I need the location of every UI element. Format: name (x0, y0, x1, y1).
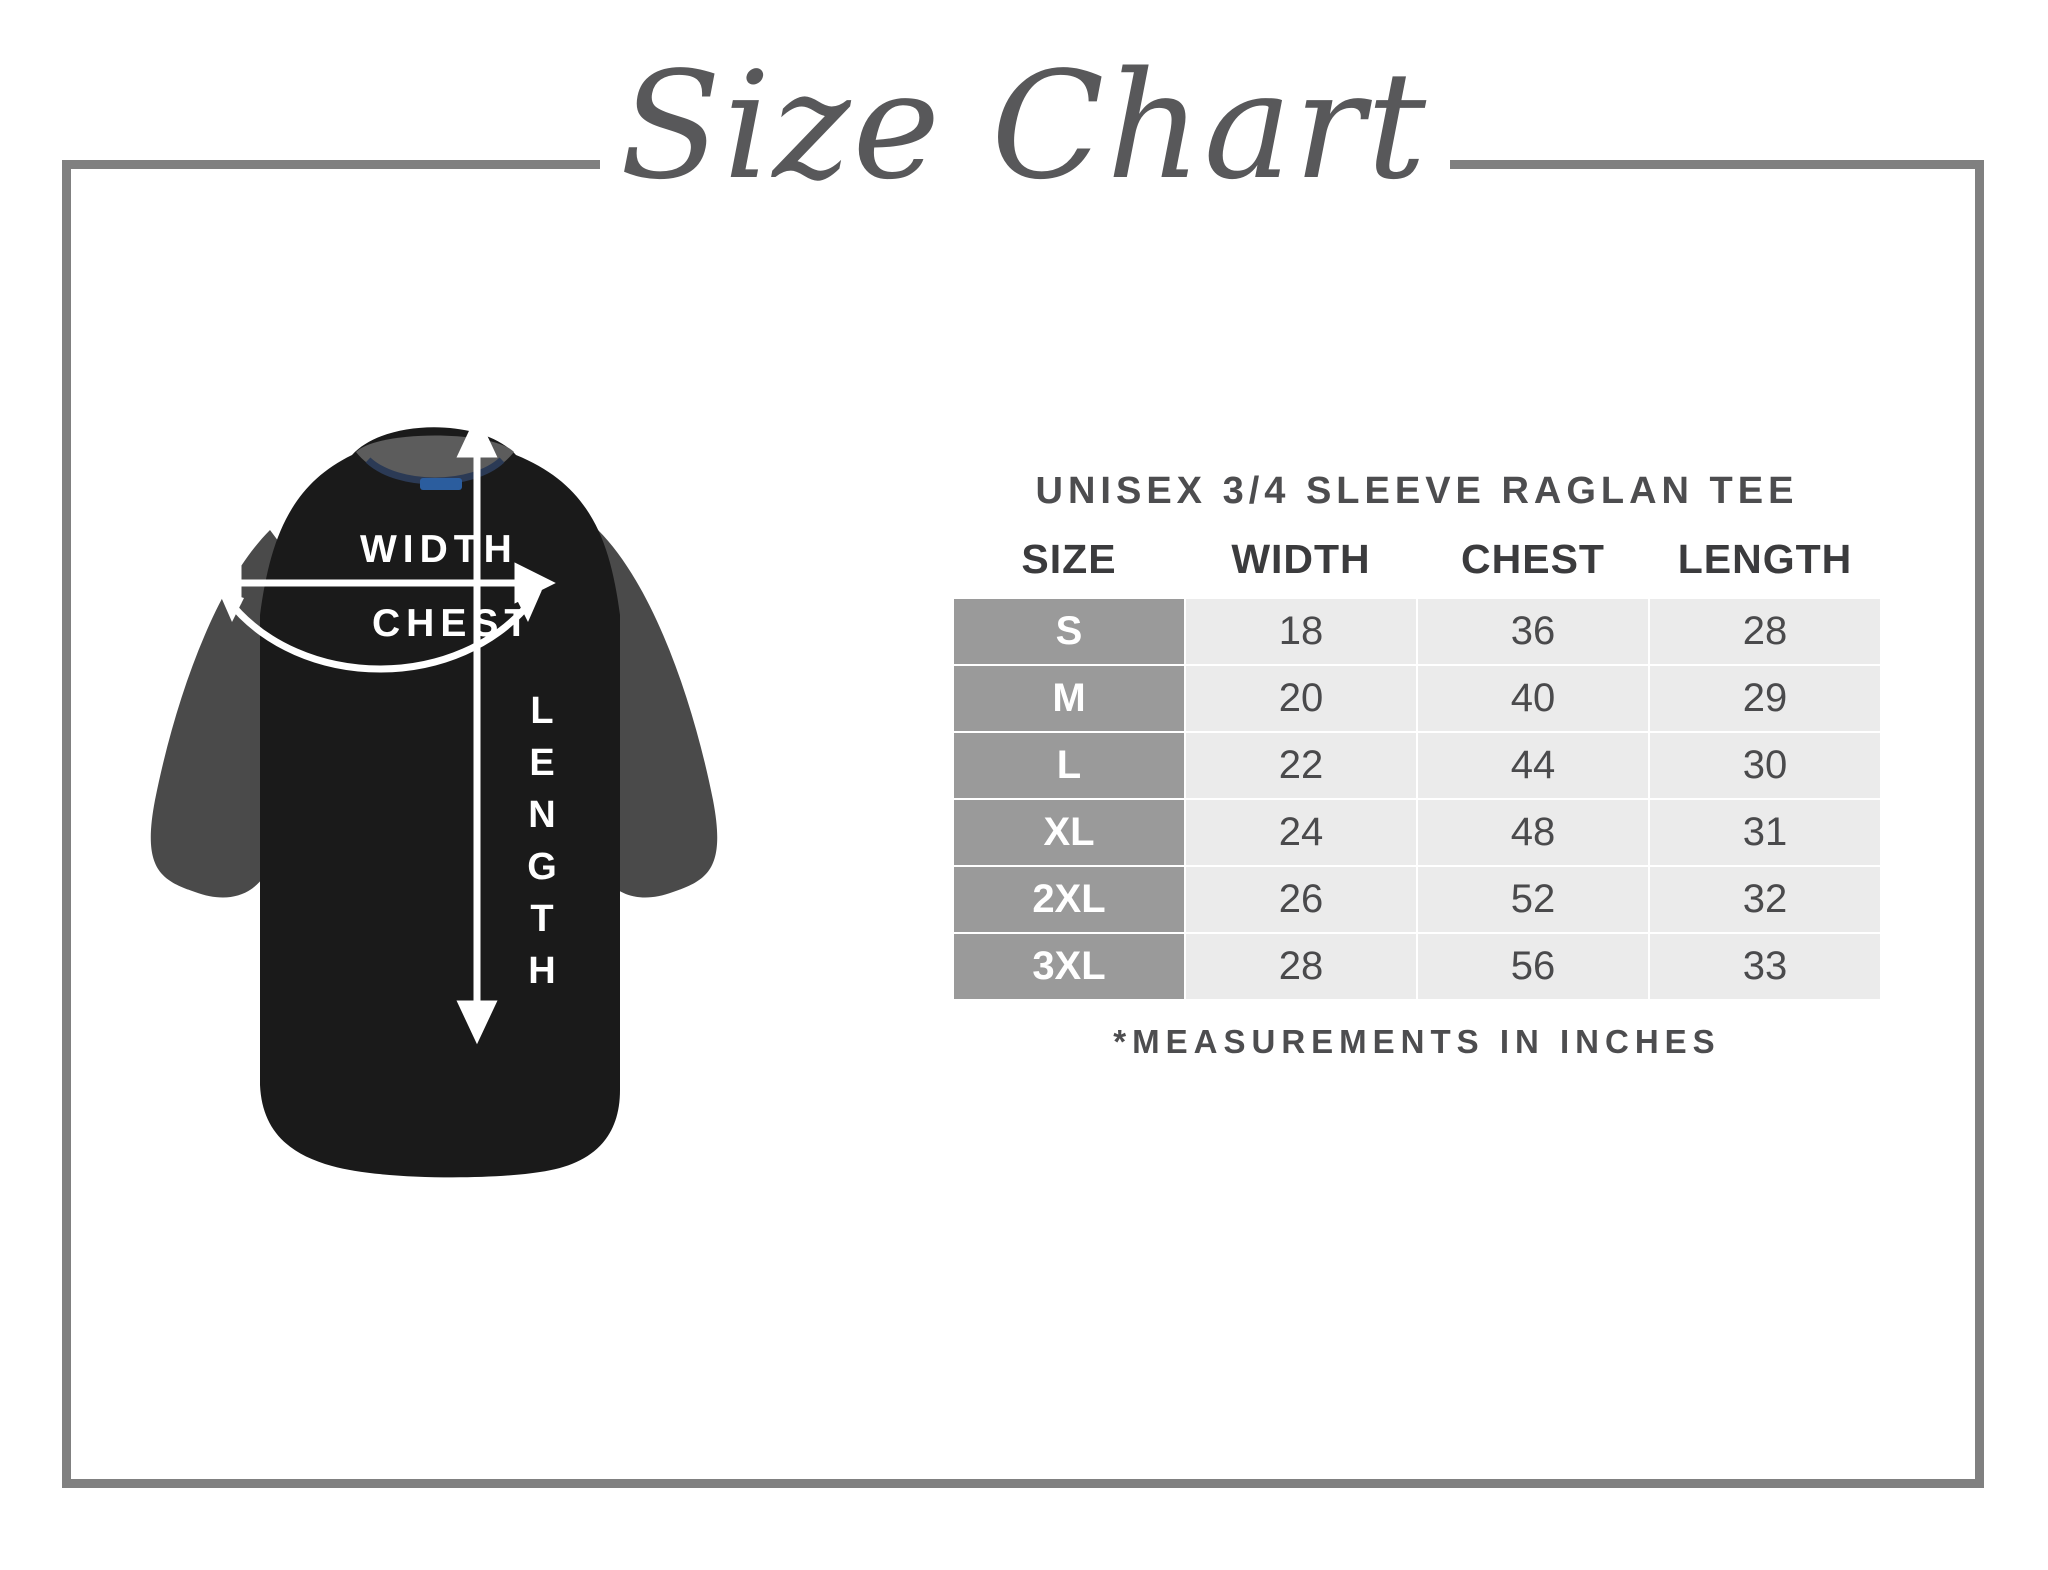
table-row (953, 598, 1881, 665)
cell-chest: 56 (1417, 933, 1649, 1000)
cell-length: 31 (1649, 799, 1881, 866)
cell-chest: 44 (1417, 732, 1649, 799)
table-row (953, 799, 1881, 866)
cell-size: 3XL (953, 933, 1185, 1000)
table-header-row (953, 535, 1881, 598)
column-header-length: LENGTH (1649, 535, 1881, 598)
cell-length: 29 (1649, 665, 1881, 732)
cell-size: S (953, 598, 1185, 665)
cell-chest: 40 (1417, 665, 1649, 732)
cell-width: 28 (1185, 933, 1417, 1000)
shirt-illustration (120, 400, 860, 1320)
column-header-size: SIZE (953, 535, 1185, 598)
table-heading: UNISEX 3/4 SLEEVE RAGLAN TEE (1035, 470, 1799, 512)
size-table (952, 535, 1882, 1001)
cell-width: 22 (1185, 732, 1417, 799)
table-row (953, 933, 1881, 1000)
table-row (953, 732, 1881, 799)
size-table-block (952, 470, 1882, 1061)
cell-chest: 36 (1417, 598, 1649, 665)
cell-length: 33 (1649, 933, 1881, 1000)
chest-label: CHEST (372, 602, 535, 645)
cell-chest: 52 (1417, 866, 1649, 933)
width-label: WIDTH (360, 528, 518, 571)
cell-length: 32 (1649, 866, 1881, 933)
page-title-wrap (0, 40, 2048, 212)
neck-tag (420, 478, 462, 490)
cell-width: 20 (1185, 665, 1417, 732)
length-label: LENGTH (521, 690, 563, 1002)
table-row (953, 665, 1881, 732)
cell-size: 2XL (953, 866, 1185, 933)
measurement-note: *MEASUREMENTS IN INCHES (1113, 1023, 1721, 1060)
cell-size: XL (953, 799, 1185, 866)
cell-chest: 48 (1417, 799, 1649, 866)
cell-size: L (953, 732, 1185, 799)
cell-width: 24 (1185, 799, 1417, 866)
page-title: Size Chart (619, 40, 1429, 212)
cell-length: 30 (1649, 732, 1881, 799)
cell-size: M (953, 665, 1185, 732)
cell-width: 26 (1185, 866, 1417, 933)
cell-length: 28 (1649, 598, 1881, 665)
column-header-chest: CHEST (1417, 535, 1649, 598)
cell-width: 18 (1185, 598, 1417, 665)
column-header-width: WIDTH (1185, 535, 1417, 598)
table-row (953, 866, 1881, 933)
